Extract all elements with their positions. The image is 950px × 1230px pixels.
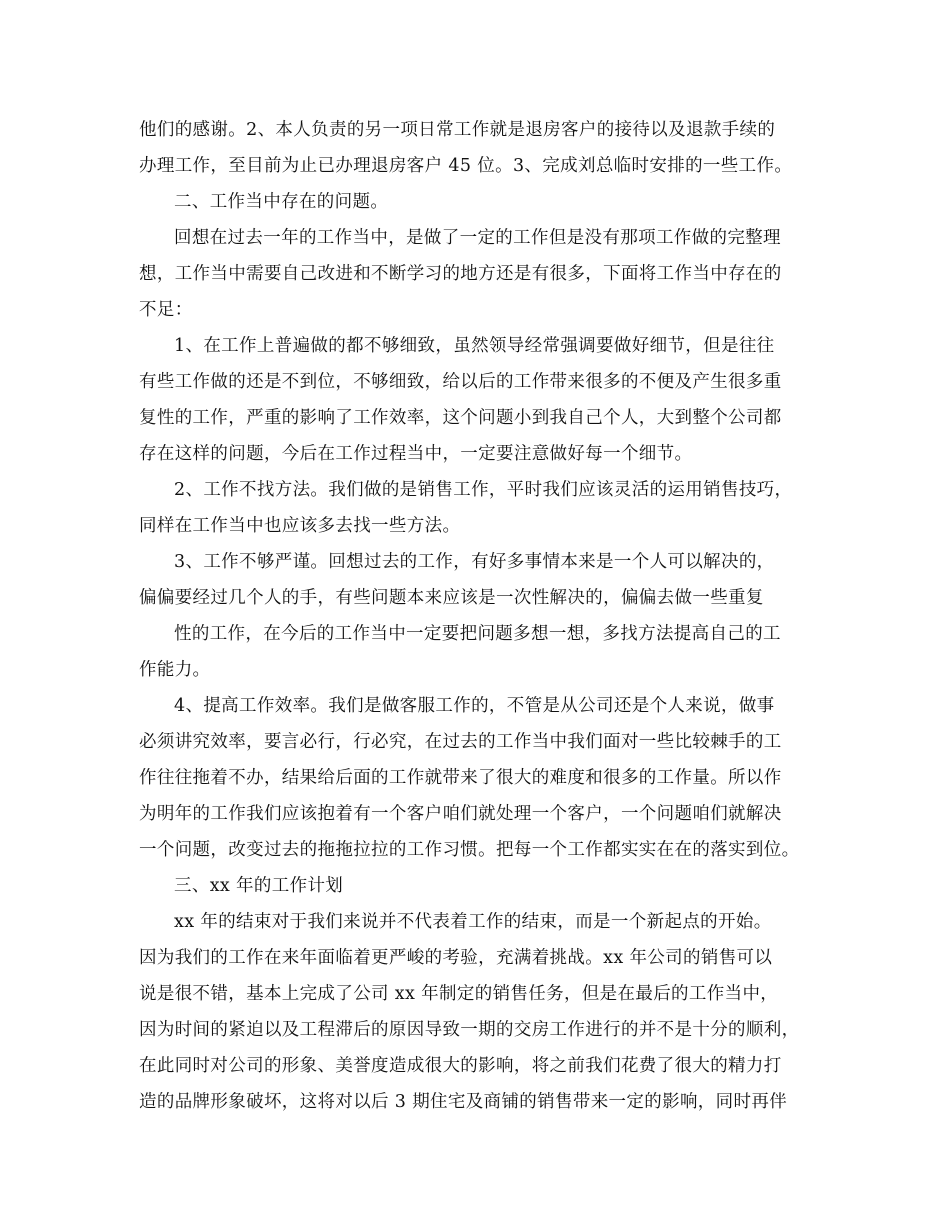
text-line: 存在这样的问题，今后在工作过程当中，一定要注意做好每一个细节。 <box>139 444 693 464</box>
text-line: 2、工作不找方法。我们做的是销售工作，平时我们应该灵活的运用销售技巧， <box>174 480 793 500</box>
text-line: 一个问题，改变过去的拖拖拉拉的工作习惯。把每一个工作都实实在在的落实到位。 <box>139 840 800 860</box>
text-line: 有些工作做的还是不到位，不够细致，给以后的工作带来很多的不便及产生很多重 <box>139 372 782 392</box>
text-line: 造的品牌形象破坏，这将对以后 3 期住宅及商铺的销售带来一定的影响，同时再伴 <box>139 1092 788 1112</box>
text-line: 复性的工作，严重的影响了工作效率，这个问题小到我自己个人，大到整个公司都 <box>139 408 782 428</box>
text-line: 办理工作，至目前为止已办理退房客户 45 位。3、完成刘总临时安排的一些工作。 <box>139 156 793 176</box>
text-line: 性的工作，在今后的工作当中一定要把问题多想一想，多找方法提高自己的工 <box>174 624 781 644</box>
text-line: 说是很不错，基本上完成了公司 xx 年制定的销售任务，但是在最后的工作当中， <box>139 984 779 1004</box>
text-line: 为明年的工作我们应该抱着有一个客户咱们就处理一个客户，一个问题咱们就解决 <box>139 804 782 824</box>
text-line: 回想在过去一年的工作当中，是做了一定的工作但是没有那项工作做的完整理 <box>174 228 781 248</box>
text-line: 必须讲究效率，要言必行，行必究，在过去的工作当中我们面对一些比较棘手的工 <box>139 732 782 752</box>
text-line: 同样在工作当中也应该多去找一些方法。 <box>139 516 461 536</box>
text-line: 作能力。 <box>139 660 211 680</box>
text-line: 想，工作当中需要自己改进和不断学习的地方还是有很多，下面将工作当中存在的 <box>139 264 782 284</box>
text-line: 偏偏要经过几个人的手，有些问题本来应该是一次性解决的，偏偏去做一些重复 <box>139 588 764 608</box>
text-line: 3、工作不够严谨。回想过去的工作，有好多事情本来是一个人可以解决的， <box>174 552 775 572</box>
text-line: 作往往拖着不办，结果给后面的工作就带来了很大的难度和很多的工作量。所以作 <box>139 768 782 788</box>
text-line: 1、在工作上普遍做的都不够细致，虽然领导经常强调要做好细节，但是往往 <box>174 336 775 356</box>
text-line: xx 年的结束对于我们来说并不代表着工作的结束，而是一个新起点的开始。 <box>174 912 772 932</box>
text-line: 不足： <box>139 300 193 320</box>
text-line: 因为时间的紧迫以及工程滞后的原因导致一期的交房工作进行的并不是十分的顺利， <box>139 1020 800 1040</box>
text-line: 在此同时对公司的形象、美誉度造成很大的影响，将之前我们花费了很大的精力打 <box>139 1056 782 1076</box>
text-line: 因为我们的工作在来年面临着更严峻的考验，充满着挑战。xx 年公司的销售可以 <box>139 948 773 968</box>
text-line: 4、提高工作效率。我们是做客服工作的，不管是从公司还是个人来说，做事 <box>174 696 775 716</box>
text-line: 他们的感谢。2、本人负责的另一项日常工作就是退房客户的接待以及退款手续的 <box>139 120 776 140</box>
section-heading: 三、xx 年的工作计划 <box>174 876 344 896</box>
section-heading: 二、工作当中存在的问题。 <box>174 192 389 212</box>
